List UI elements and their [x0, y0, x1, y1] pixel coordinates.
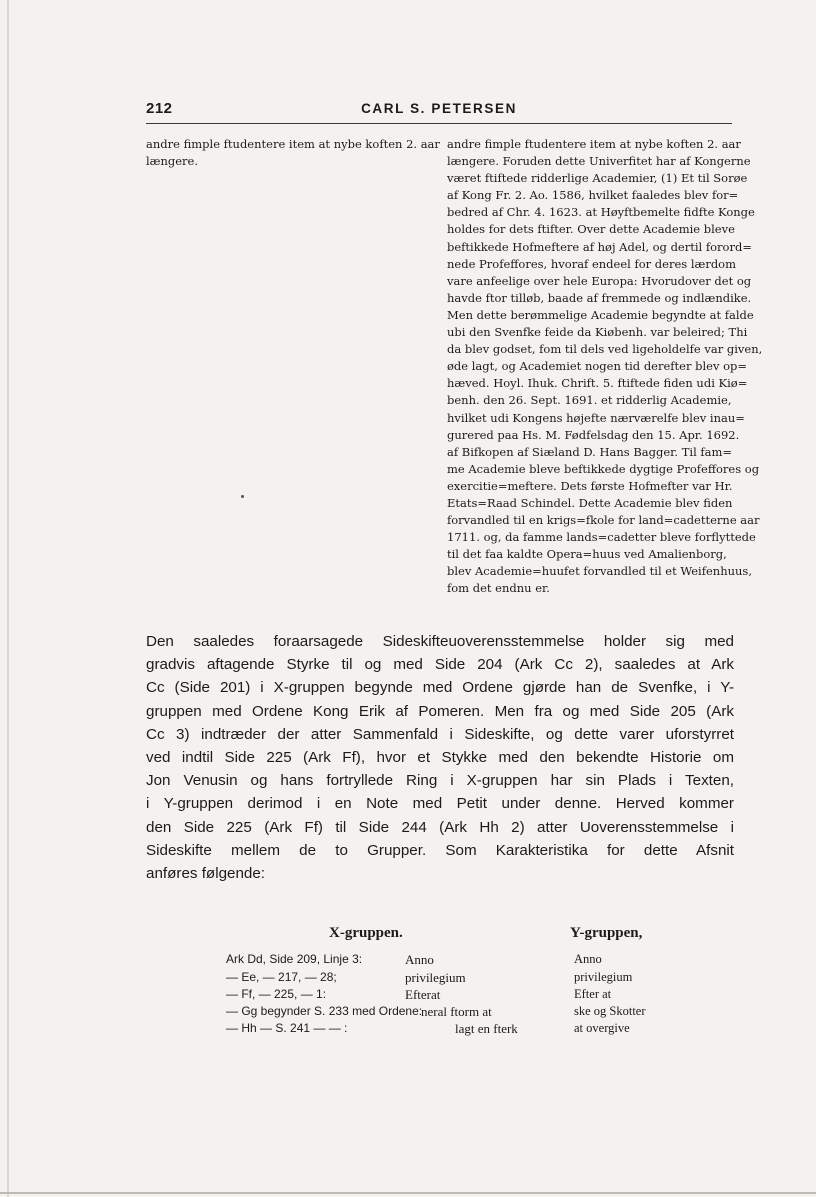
body-line: i Y-gruppen derimod i en Note med Petit under denne. Herved kommer: [146, 795, 734, 813]
right-column-line: forvandled til en krigs=fkole for land=cadetterne aar: [447, 513, 760, 528]
body-line: gradvis aftagende Styrke til og med Side 204 (Ark Cc 2), saaledes at Ark: [146, 656, 734, 674]
y-group-reading: Efter at: [574, 987, 612, 1001]
row-reference: — Gg begynder S. 233 med Ordene:: [226, 1004, 423, 1018]
comparison-row: [0, 952, 816, 969]
left-column-line: andre fimple ftudentere item at nybe koften 2. aar: [146, 137, 440, 151]
right-column-line: andre fimple ftudentere item at nybe koften 2. aar: [447, 137, 741, 151]
right-column-line: beftikkede Hofmeftere af høj Adel, og dertil forord=: [447, 239, 752, 254]
body-line: den Side 225 (Ark Ff) til Side 244 (Ark Hh 2) atter Uoverensstemmelse i: [146, 818, 734, 836]
body-line: Den saaledes foraarsagede Sideskifteuoverensstemmelse holder sig med: [146, 633, 734, 650]
comparison-row: [0, 987, 816, 1004]
y-group-reading: ske og Skotter: [574, 1004, 646, 1018]
body-line: anføres følgende:: [146, 865, 266, 883]
right-column-line: øde lagt, og Academiet nogen tid derefter blev op=: [447, 359, 748, 374]
body-line: Cc 3) indtræder der atter Sammenfald i Sideskifte, og dette varer uforstyrret: [146, 725, 734, 743]
row-reference: — Hh — S. 241 — — :: [226, 1021, 348, 1035]
right-column: [447, 136, 763, 598]
right-column-line: ubi den Svenfke feide da Kiøbenh. var beleired; Thi: [447, 325, 748, 340]
body-line: Sideskifte mellem de to Grupper. Som Karakteristika for dette Afsnit: [146, 841, 734, 859]
body-line: ved indtil Side 225 (Ark Ff), hvor et Stykke med den bekendte Historie om: [146, 749, 734, 767]
body-line: Jon Venusin og hans fortryllede Ring i X-gruppen har sin Plads i Texten,: [146, 772, 734, 790]
body-line: Cc (Side 201) i X-gruppen begynde med Ordene gjørde han de Svenfke, i Y-: [146, 679, 734, 697]
right-column-line: været ftiftede ridderlige Academier, (1) Et til Sorøe: [447, 171, 748, 186]
x-group-reading: Anno: [405, 952, 434, 967]
x-group-reading: neral ftorm at: [421, 1004, 492, 1019]
right-column-line: bedred af Chr. 4. 1623. at Høyftbemelte fidfte Konge: [447, 205, 755, 220]
row-reference: Ark Dd, Side 209, Linje 3:: [226, 952, 363, 966]
comparison-row: [0, 1004, 816, 1021]
left-column-line: længere.: [146, 154, 199, 169]
y-group-reading: privilegium: [574, 970, 633, 984]
right-column-line: hæved. Hoyl. Ihuk. Chrift. 5. ftiftede fiden udi Kiø=: [447, 376, 748, 391]
comparison-row: [0, 1021, 816, 1038]
page-number: 212: [146, 100, 173, 117]
right-column-line: Men dette berømmelige Academie begyndte at falde: [447, 307, 754, 322]
y-group-heading: Y-gruppen,: [570, 925, 643, 941]
header-rule: [146, 123, 732, 124]
right-column-line: af Bifkopen af Siæland D. Hans Bagger. Til fam=: [447, 444, 733, 459]
y-group-reading: Anno: [574, 952, 602, 966]
right-column-line: havde ftor tilløb, baade af fremmede og indlændike.: [447, 290, 752, 305]
body-paragraph: [146, 630, 734, 885]
right-column-line: 1711. og, da famme lands=cadetter bleve forflyttede: [447, 530, 756, 545]
x-group-reading: lagt en fterk: [455, 1021, 518, 1036]
x-group-reading: privilegium: [405, 970, 466, 985]
left-column: [146, 136, 440, 170]
right-column-line: benh. den 26. Sept. 1691. et ridderlig Academie,: [447, 393, 732, 408]
right-column-line: af Kong Fr. 2. Ao. 1586, hvilket faaledes blev for=: [447, 188, 739, 203]
right-column-line: længere. Foruden dette Univerfitet har af Kongerne: [447, 154, 751, 169]
ink-speck: [241, 495, 244, 498]
x-group-reading: Efterat: [405, 987, 441, 1002]
right-column-line: blev Academie=huufet forvandled til et Weifenhuus,: [447, 564, 752, 579]
right-column-line: holdes for dets ftifter. Over dette Academie bleve: [447, 222, 735, 237]
x-group-heading: X-gruppen.: [329, 925, 403, 941]
running-title: CARL S. PETERSEN: [361, 101, 517, 116]
body-line: gruppen med Ordene Kong Erik af Pomeren. Men fra og med Side 205 (Ark: [146, 702, 734, 720]
right-column-line: gurered paa Hs. M. Fødfelsdag den 15. Apr. 1692.: [447, 427, 740, 442]
right-column-line: exercitie=meftere. Dets første Hofmefter var Hr.: [447, 478, 733, 493]
right-column-line: til det faa kaldte Opera=huus ved Amalienborg,: [447, 547, 727, 562]
right-column-line: hvilket udi Kongens højefte nærværelfe blev inau=: [447, 410, 745, 425]
scan-bottom-edge: [0, 1192, 816, 1194]
right-column-line: me Academie bleve beftikkede dygtige Profeffores og: [447, 461, 760, 476]
right-column-line: Etats=Raad Schindel. Dette Academie blev fiden: [447, 495, 733, 510]
right-column-line: nede Profeffores, hvoraf endeel for deres lærdom: [447, 256, 737, 271]
right-column-line: vare anfeelige over hele Europa: Hvorudover det og: [447, 273, 752, 288]
comparison-row: [0, 970, 816, 987]
row-reference: — Ff, — 225, — 1:: [226, 987, 327, 1001]
y-group-reading: at overgive: [574, 1021, 630, 1035]
right-column-line: fom det endnu er.: [447, 581, 550, 596]
running-header: [146, 98, 732, 120]
row-reference: — Ee, — 217, — 28;: [226, 970, 337, 984]
right-column-line: da blev godset, fom til dels ved ligeholdelfe var given,: [447, 342, 763, 357]
